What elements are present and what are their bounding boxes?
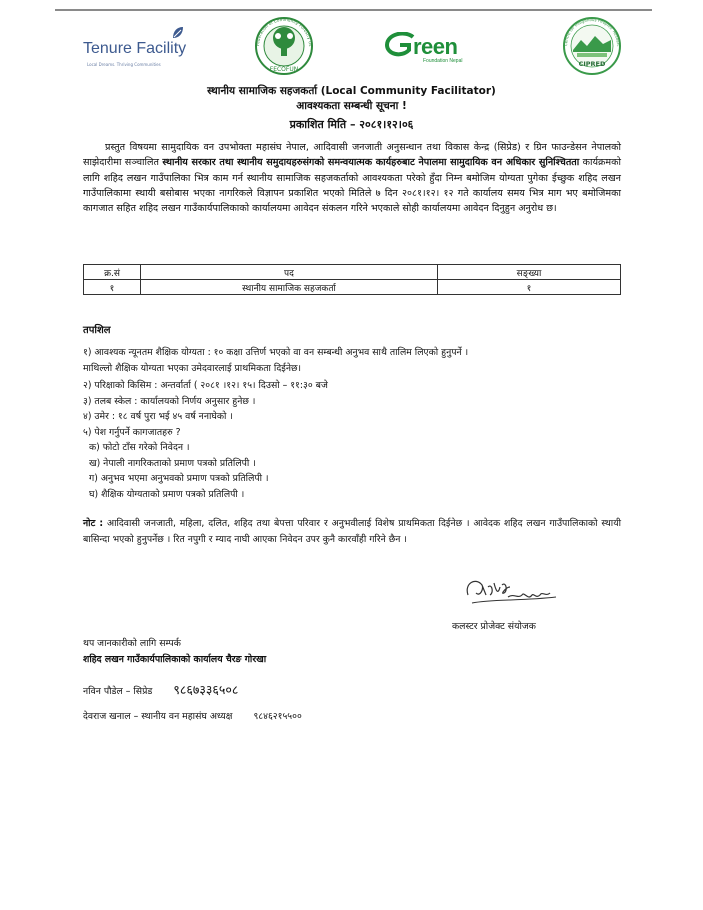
- notice-subtitle: आवश्यकता सम्बन्धी सूचना !: [296, 100, 407, 112]
- partner-logos: [75, 14, 635, 76]
- contact-person-1: [83, 681, 238, 698]
- publish-date: प्रकाशित मिति – २०८१।१२।०६: [289, 118, 414, 131]
- details-heading: तपशिल: [83, 325, 111, 336]
- svg-text:Centre for Indigenous Peoples': Centre for Indigenous Peoples' Researc: [562, 16, 622, 47]
- col-count: सङ्ख्या: [438, 265, 621, 280]
- contact-name: देवराज खनाल – स्थानीय वन महासंघ अध्यक्ष: [83, 711, 233, 722]
- contact-intro: थप जानकारीको लागि सम्पर्क: [83, 638, 181, 649]
- fecofun-abbr: FECOFUN: [269, 66, 299, 73]
- contact-name: नविन पौडेल – सिप्रेड: [83, 686, 153, 697]
- list-item: माथिल्लो शैक्षिक योग्यता भएका उमेदवारलाई प्राथमिकता दिईनेछ।: [83, 362, 302, 374]
- green-wordmark: reen: [413, 34, 458, 59]
- col-position: पद: [141, 265, 438, 280]
- contact-phone: ९८६७३३६५०८: [173, 682, 239, 697]
- program-name: स्थानीय सरकार तथा स्थानीय समुदायहरुसंगको समन्वयात्मक कार्यहरुबाट नेपालमा सामुदायिक वन अधिकार सुनिश्चितता: [162, 157, 580, 169]
- note-label: नोट :: [83, 518, 104, 529]
- tenure-facility-tagline: Local Dreams. Thriving Communities: [87, 62, 161, 67]
- leaf-icon: [171, 26, 185, 40]
- svg-text:Federation of Community Forest: Federation of Community Forestry Us: [254, 16, 314, 47]
- intro-text-2: कार्यक्रमको लागि शहिद लखन गाउँपालिका भित्र काम गर्न स्थानीय सामाजिक सहजकर्ताको आवश्यकता परेको हुँदा निम्न बमोजिम योग्यता पुगेका ईच्छुक शहिद लखन गाउँपालिकामा स्थायी बसोबास भएका नागरिकले विज्ञापन प्रकाशित भएको मितिले ७ दिन २०८१।१२। १२ गते कार्यालय समय भित्र माग भए बमोजिमका कागजात सहित शहिद लखन गाउँकार्यपालिकाको कार्यालयमा आवेदन संकलन गरिने भएकाले सोही कार्यालयमा आवेदन दिनुहुन अनुरोध छ।: [83, 157, 621, 215]
- cell-serial: १: [84, 280, 141, 295]
- cell-count: १: [438, 280, 621, 295]
- list-item: ३) तलब स्केल : कार्यालयको निर्णय अनुसार हुनेछ ।: [83, 395, 256, 407]
- details-list: [83, 345, 623, 502]
- list-item: २) परिक्षाको किसिम : अन्तर्वार्ता ( २०८१ ।१२। १५। दिउसो – ११:३० बजे: [83, 380, 328, 391]
- cell-position: स्थानीय सामाजिक सहजकर्ता: [141, 280, 438, 295]
- contact-person-2: [83, 709, 302, 722]
- office-name: शहिद लखन गाउँकार्यपालिकाको कार्यालय चैरङ गोरखा: [83, 654, 267, 665]
- green-subtitle: Foundation Nepal: [423, 58, 463, 64]
- list-item: १) आवश्यक न्यूनतम शैक्षिक योग्यता : १० कक्षा उत्तिर्ण भएको वा वन सम्बन्धी अनुभव साथै तालिम लिएको हुनुपर्ने ।: [83, 347, 469, 358]
- list-item: ४) उमेर : १८ वर्ष पुरा भई ४५ वर्ष ननाघेको ।: [83, 411, 233, 422]
- document-item: ग) अनुभव भएमा अनुभवको प्रमाण पत्रको प्रतिलिपी ।: [89, 473, 269, 484]
- fecofun-logo: [251, 16, 317, 76]
- table-header-row: [84, 265, 621, 280]
- tenure-facility-logo: [83, 40, 186, 58]
- contact-block: [83, 636, 266, 668]
- note-paragraph: [83, 516, 621, 548]
- g-swoosh-icon: [383, 32, 417, 58]
- contact-phone: ९८४६२१५५००: [253, 711, 302, 722]
- signatory-designation: कलस्टर प्रोजेक्ट संयोजक: [452, 621, 536, 632]
- document-item: घ) शैक्षिक योग्यताको प्रमाण पत्रको प्रतिलिपी ।: [89, 488, 245, 500]
- document-item: क) फोटो टाँस गरेको निवेदन ।: [89, 442, 190, 453]
- vacancy-table: [83, 264, 621, 295]
- top-rule: [55, 9, 652, 11]
- tenure-facility-wordmark: Tenure Facility: [83, 40, 187, 57]
- document-item: ख) नेपाली नागरिकताको प्रमाण पत्रको प्रतिलिपी ।: [89, 457, 256, 469]
- intro-text-1: प्रस्तुत विषयमा सामुदायिक वन उपभोक्ता महासंघ नेपाल, आदिवासी जनजाती अनुसन्धान तथा विकास केन्द्र (सिप्रेड) र ग्रिन फाउन्डेसन नेपालको साझेदारीमा सञ्चालित: [83, 142, 621, 169]
- col-serial: क्र.सं: [84, 265, 141, 280]
- signature-image: [462, 573, 562, 613]
- cipred-logo: [559, 16, 625, 76]
- cipred-abbr: CIPRED: [578, 60, 606, 68]
- notice-title: स्थानीय सामाजिक सहजकर्ता (Local Community Facilitator): [207, 85, 496, 97]
- list-item: ५) पेश गर्नुपर्ने कागजातहरु ?: [83, 426, 181, 438]
- note-text: आदिवासी जनजाती, महिला, दलित, शहिद तथा बेपत्ता परिवार र अनुभवीलाई विशेष प्राथमिकता दिईनेछ । आवेदक शहिद लखन गाउँपालिकाको स्थायी बासिन्दा भएको हुनुपर्नेछ । रित नपुगी र म्याद नाघी आएका निवेदन उपर कुनै कारवाँही गरिने छैन ।: [83, 518, 621, 545]
- intro-paragraph: [83, 140, 621, 216]
- table-row: [84, 280, 621, 295]
